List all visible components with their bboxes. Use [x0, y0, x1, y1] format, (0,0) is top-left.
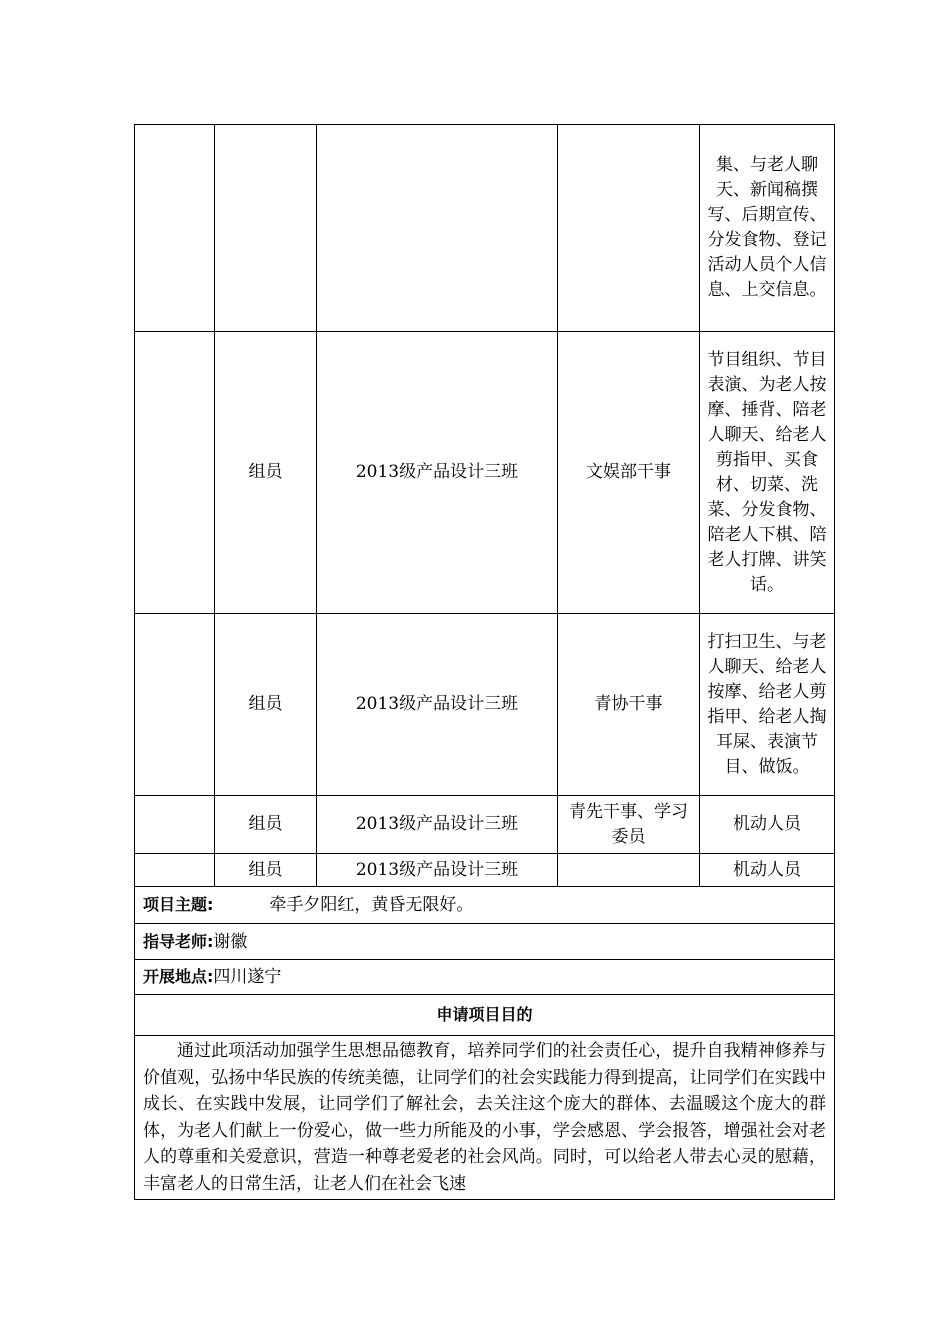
theme-row — [135, 887, 835, 924]
location-label: 开展地点: — [143, 967, 214, 986]
purpose-text: 通过此项活动加强学生思想品德教育，培养同学们的社会责任心，提升自我精神修养与价值观，弘扬中华民族的传统美德，让同学们的社会实践能力得到提高，让同学们在实践中成长、在实践中发展，让同学们了解社会，去关注这个庞大的群体、去温暖这个庞大的群体，为老人们献上一份爱心，做一些力所能及的小事，学会感恩、学会报答，增强社会对老人的尊重和关爱意识，营造一种尊老爱老的社会风尚。同时，可以给老人带去心灵的慰藉，丰富老人的日常生活，让老人们在社会飞速 — [143, 1041, 826, 1194]
row-number-cell — [135, 332, 215, 614]
row-number-cell — [135, 796, 215, 854]
duty-cell: 节目组织、节目表演、为老人按摩、捶背、陪老人聊天、给老人剪指甲、买食材、切菜、洗菜、分发食物、陪老人下棋、陪老人打牌、讲笑话。 — [700, 332, 835, 614]
role-cell: 组员 — [215, 332, 317, 614]
class-cell: 2013级产品设计三班 — [317, 796, 558, 854]
class-cell: 2013级产品设计三班 — [317, 614, 558, 796]
duty-cell: 集、与老人聊天、新闻稿撰写、后期宣传、分发食物、登记活动人员个人信息、上交信息。 — [700, 125, 835, 332]
table-row — [135, 854, 835, 887]
location-row — [135, 960, 835, 995]
member-table — [134, 124, 835, 1200]
duty-cell: 机动人员 — [700, 854, 835, 887]
row-number-cell — [135, 854, 215, 887]
row-number-cell — [135, 614, 215, 796]
role-cell — [215, 125, 317, 332]
purpose-text-cell — [135, 1036, 835, 1200]
row-number-cell — [135, 125, 215, 332]
duty-cell: 机动人员 — [700, 796, 835, 854]
purpose-heading-cell — [135, 995, 835, 1036]
role-cell: 组员 — [215, 614, 317, 796]
advisor-label: 指导老师: — [143, 931, 214, 951]
advisor-cell — [135, 924, 835, 960]
role-cell: 组员 — [215, 796, 317, 854]
table-row — [135, 796, 835, 854]
position-cell: 青协干事 — [558, 614, 700, 796]
theme-cell — [135, 887, 835, 924]
theme-label: 项目主题: — [143, 895, 214, 914]
position-cell — [558, 854, 700, 887]
class-cell — [317, 125, 558, 332]
table-row — [135, 332, 835, 614]
table-row — [135, 125, 835, 332]
class-cell: 2013级产品设计三班 — [317, 332, 558, 614]
location-cell — [135, 960, 835, 995]
theme-value: 牵手夕阳红，黄昏无限好。 — [269, 895, 474, 915]
class-cell: 2013级产品设计三班 — [317, 854, 558, 887]
table-row — [135, 614, 835, 796]
position-cell — [558, 125, 700, 332]
purpose-heading: 申请项目目的 — [436, 1005, 533, 1024]
advisor-value: 谢徽 — [213, 931, 248, 952]
purpose-heading-row — [135, 995, 835, 1036]
location-value: 四川遂宁 — [213, 967, 282, 987]
position-cell: 青先干事、学习委员 — [558, 796, 700, 854]
position-cell: 文娱部干事 — [558, 332, 700, 614]
duty-cell: 打扫卫生、与老人聊天、给老人按摩、给老人剪指甲、给老人掏耳屎、表演节目、做饭。 — [700, 614, 835, 796]
role-cell: 组员 — [215, 854, 317, 887]
purpose-text-row — [135, 1036, 835, 1200]
advisor-row — [135, 924, 835, 960]
